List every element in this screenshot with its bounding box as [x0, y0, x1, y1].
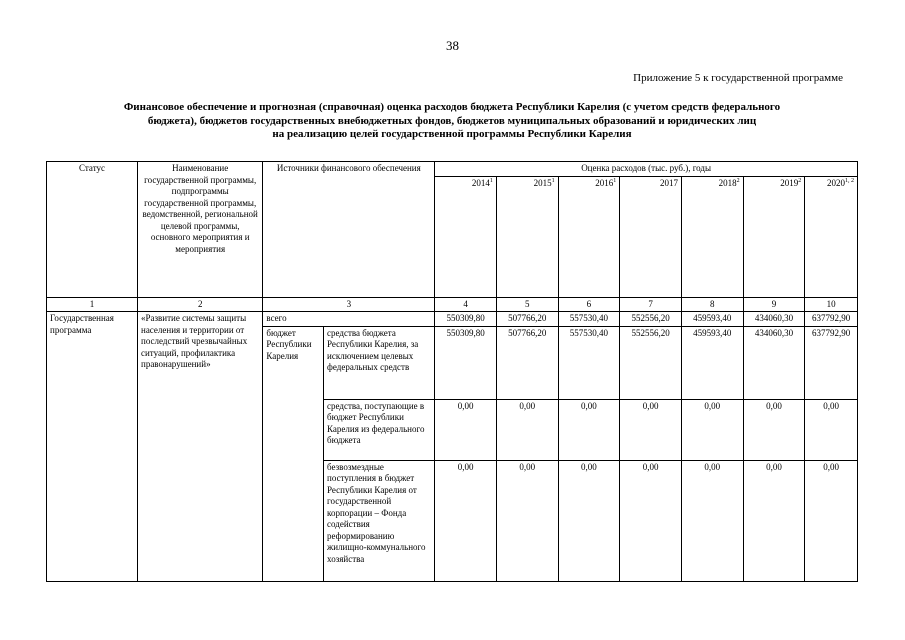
page-number: 38 — [446, 38, 459, 53]
program-name: «Развитие системы защиты населения и территории от последствий чрезвычайных ситуаций, профилактика правонарушений» — [138, 312, 263, 582]
value-cell: 0,00 — [496, 460, 558, 581]
column-index: 5 — [496, 297, 558, 312]
value-cell: 0,00 — [805, 460, 858, 581]
column-index: 7 — [620, 297, 682, 312]
appendix-note: Приложение 5 к государственной программе — [633, 72, 843, 84]
program-status: Государственная программа — [47, 312, 138, 582]
year-2019: 2019$^2$ — [743, 176, 805, 297]
table-row-total — [47, 312, 858, 327]
value-cell: 0,00 — [805, 399, 858, 460]
value-cell: 0,00 — [620, 399, 682, 460]
column-index: 9 — [743, 297, 805, 312]
value-cell: 552556,20 — [620, 326, 682, 399]
value-cell: 0,00 — [743, 460, 805, 581]
value-cell: 637792,90 — [805, 312, 858, 327]
value-cell: 550309,80 — [435, 312, 497, 327]
column-index: 3 — [263, 297, 435, 312]
value-cell: 0,00 — [435, 399, 497, 460]
value-cell: 0,00 — [681, 399, 743, 460]
header-status: Статус — [47, 162, 138, 298]
value-cell: 552556,20 — [620, 312, 682, 327]
value-cell: 557530,40 — [558, 326, 620, 399]
value-cell: 507766,20 — [496, 326, 558, 399]
year-2020: 2020$^{1, 2}$ — [805, 176, 858, 297]
value-cell: 0,00 — [435, 460, 497, 581]
title-line: на реализацию целей государственной программы Республики Карелия — [272, 128, 632, 140]
year-2014: 2014$^1$ — [435, 176, 497, 297]
value-cell: 0,00 — [496, 399, 558, 460]
year-2017: 2017 — [620, 176, 682, 297]
value-cell: 0,00 — [558, 460, 620, 581]
value-cell: 0,00 — [681, 460, 743, 581]
column-index: 10 — [805, 297, 858, 312]
value-cell: 507766,20 — [496, 312, 558, 327]
title-line: Финансовое обеспечение и прогнозная (справочная) оценка расходов бюджета Республики Карелия (с учетом средств федерального — [123, 101, 781, 113]
value-cell: 637792,90 — [805, 326, 858, 399]
column-index: 6 — [558, 297, 620, 312]
value-cell: 459593,40 — [681, 312, 743, 327]
column-index: 2 — [138, 297, 263, 312]
column-index: 4 — [435, 297, 497, 312]
year-2015: 2015$^1$ — [496, 176, 558, 297]
budget-table — [46, 161, 858, 582]
document-title — [46, 101, 858, 142]
year-2018: 2018$^2$ — [681, 176, 743, 297]
column-index: 8 — [681, 297, 743, 312]
value-cell: 434060,30 — [743, 312, 805, 327]
value-cell: 434060,30 — [743, 326, 805, 399]
title-line: бюджета), бюджетов государственных внебюджетных фондов, бюджетов муниципальных образований и юридических лиц — [147, 114, 757, 127]
header-estimate: Оценка расходов (тыс. руб.), годы — [435, 162, 858, 177]
header-row — [47, 162, 858, 177]
value-cell: 550309,80 — [435, 326, 497, 399]
value-cell: 0,00 — [743, 399, 805, 460]
source-label: безвозмездные поступления в бюджет Республики Карелия от государственной корпорации – Фонда содействия реформированию жилищно-коммунального хозяйства — [324, 460, 435, 581]
value-cell: 557530,40 — [558, 312, 620, 327]
header-name: Наименование государственной программы, подпрограммы государственной программы, ведомственной, региональной целевой программы, основного мероприятия и мероприятия — [138, 162, 263, 298]
value-cell: 0,00 — [620, 460, 682, 581]
year-2016: 2016$^1$ — [558, 176, 620, 297]
source-group: бюджет Республики Карелия — [263, 326, 324, 581]
column-index-row — [47, 297, 858, 312]
value-cell: 459593,40 — [681, 326, 743, 399]
source-label: средства бюджета Республики Карелия, за исключением целевых федеральных средств — [324, 326, 435, 399]
source-label: средства, поступающие в бюджет Республики Карелия из федерального бюджета — [324, 399, 435, 460]
header-sources: Источники финансового обеспечения — [263, 162, 435, 298]
value-cell: 0,00 — [558, 399, 620, 460]
source-label: всего — [263, 312, 435, 327]
column-index: 1 — [47, 297, 138, 312]
